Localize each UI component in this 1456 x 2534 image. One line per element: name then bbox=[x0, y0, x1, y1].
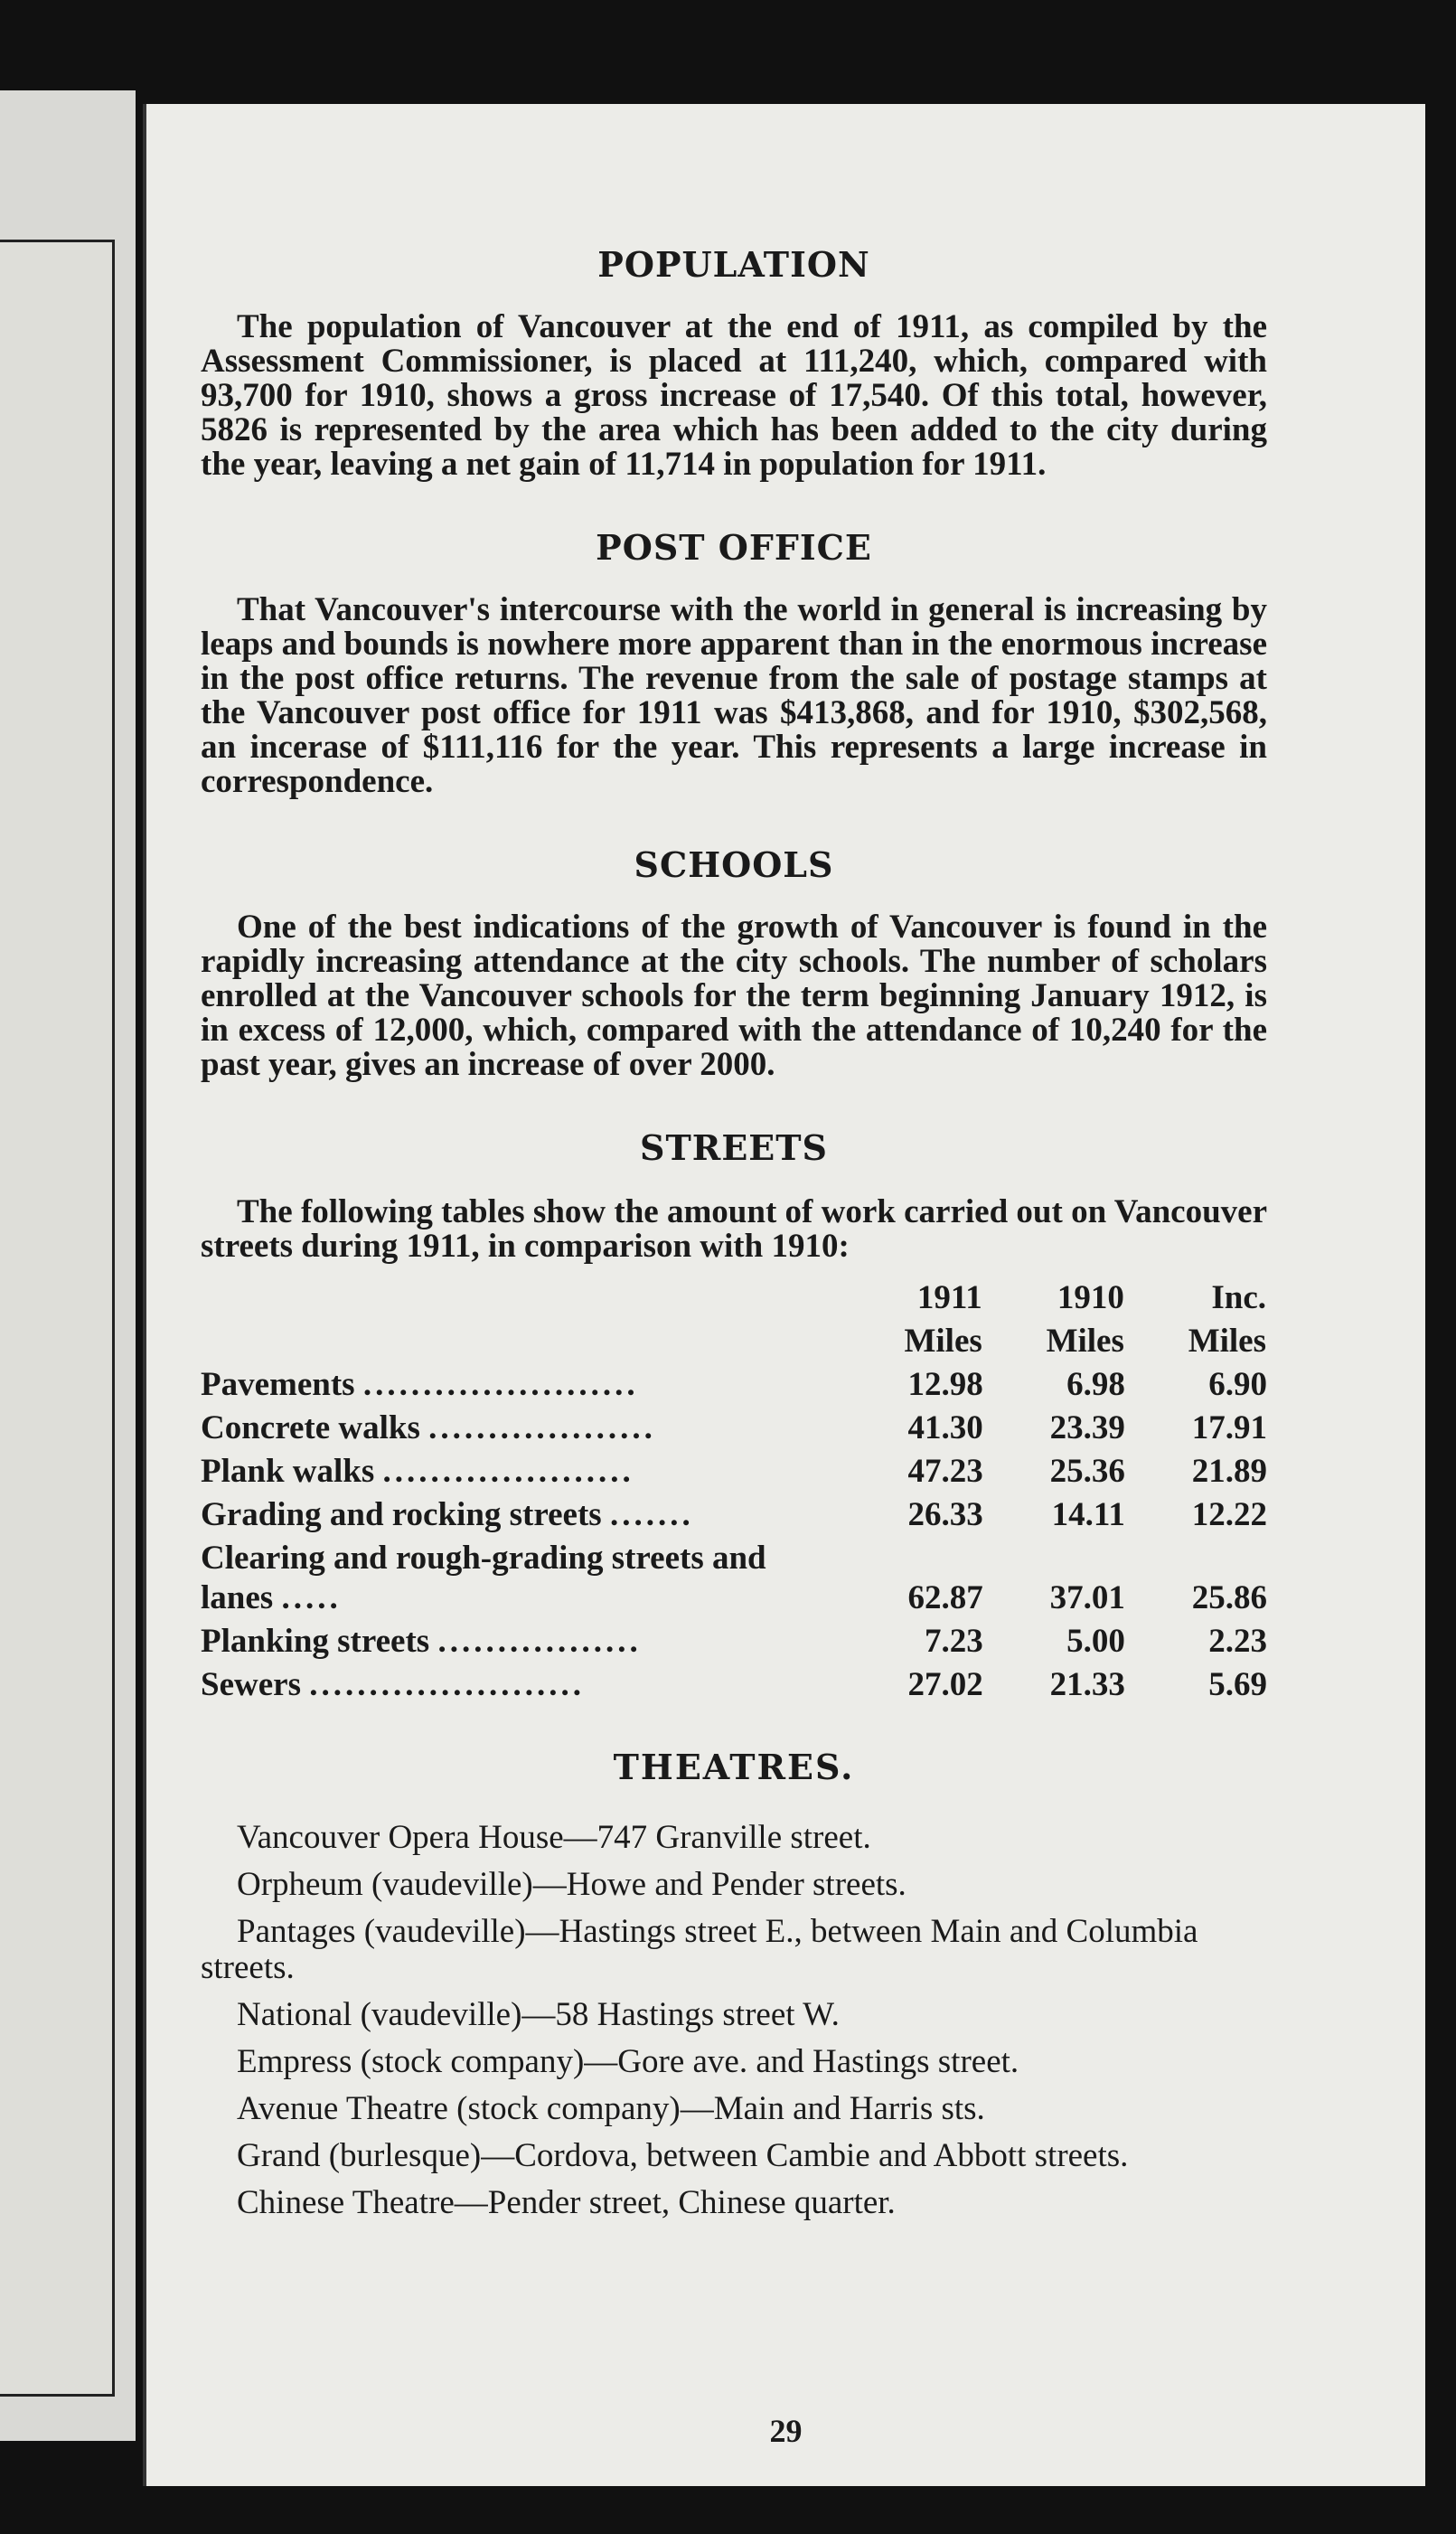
row-label: Pavements ....................... bbox=[201, 1366, 639, 1403]
row-label: Sewers ....................... bbox=[201, 1666, 585, 1703]
value-1910: 6.98 bbox=[1066, 1366, 1125, 1403]
streets-paragraph: The following tables show the amount of work carried out on Vancouver streets during 1911, in comparison with 1910: bbox=[201, 1193, 1267, 1265]
schools-heading: SCHOOLS bbox=[634, 844, 834, 885]
value-1910: 37.01 bbox=[1049, 1579, 1125, 1616]
page-content bbox=[201, 244, 1267, 2232]
table-row bbox=[201, 1663, 1267, 1707]
value-inc: 2.23 bbox=[1208, 1623, 1267, 1660]
row-label: Clearing and rough-grading streets and lanes ..... bbox=[201, 1540, 766, 1616]
value-1911: 47.23 bbox=[907, 1453, 983, 1490]
streets-table-corner bbox=[201, 1276, 841, 1320]
page-number: 29 bbox=[769, 2413, 803, 2449]
value-1911: 12.98 bbox=[907, 1366, 983, 1403]
list-item: Orpheum (vaudeville)—Howe and Pender streets. bbox=[237, 1866, 906, 1903]
col-unit-1911: Miles bbox=[904, 1323, 982, 1360]
population-paragraph: The population of Vancouver at the end of 1911, as compiled by the Assessment Commissioner, is placed at 111,240, which, compared with 93,700 for 1910, shows a gross increase of 17,540. Of this total, however, 5826 is represented by the area which has been added to the city during the year, leaving a net gain of 11,714 in population for 1911. bbox=[201, 308, 1267, 483]
table-row bbox=[201, 1450, 1267, 1493]
list-item: Avenue Theatre (stock company)—Main and Harris sts. bbox=[237, 2090, 985, 2127]
population-heading: POPULATION bbox=[597, 244, 870, 285]
value-inc: 6.90 bbox=[1208, 1366, 1267, 1403]
value-1911: 7.23 bbox=[925, 1623, 983, 1660]
value-1911: 62.87 bbox=[907, 1579, 983, 1616]
col-header-1911: 1911 bbox=[916, 1279, 982, 1316]
value-inc: 21.89 bbox=[1191, 1453, 1267, 1490]
value-1910: 25.36 bbox=[1049, 1453, 1125, 1490]
list-item: Pantages (vaudeville)—Hastings street E., between Main and Columbia streets. bbox=[201, 1913, 1198, 1986]
post-office-paragraph: That Vancouver's intercourse with the world in general is increasing by leaps and bounds is nowhere more apparent than in the enormous increase in the post office returns. The revenue from the sale of postage stamps at the Vancouver post office for 1911 was $413,868, and for 1910, $302,568, an incerase of $111,116 for the year. This represents a large increase in correspondence. bbox=[201, 591, 1267, 800]
value-1910: 5.00 bbox=[1066, 1623, 1125, 1660]
facing-page-frame bbox=[0, 240, 115, 2397]
col-header-inc: Inc. bbox=[1211, 1279, 1266, 1316]
table-row bbox=[201, 1407, 1267, 1450]
value-inc: 25.86 bbox=[1191, 1579, 1267, 1616]
value-1911: 26.33 bbox=[907, 1496, 983, 1533]
value-1910: 23.39 bbox=[1049, 1409, 1125, 1446]
col-header-1910: 1910 bbox=[1057, 1279, 1124, 1316]
post-office-heading: POST OFFICE bbox=[596, 527, 872, 568]
col-unit-inc: Miles bbox=[1188, 1323, 1266, 1360]
table-row bbox=[201, 1537, 1267, 1620]
theatres-heading: THEATRES. bbox=[613, 1747, 855, 1787]
value-1911: 41.30 bbox=[907, 1409, 983, 1446]
streets-table-corner-2 bbox=[201, 1320, 841, 1363]
table-row bbox=[201, 1493, 1267, 1537]
row-label: Grading and rocking streets ....... bbox=[201, 1496, 694, 1533]
list-item: Grand (burlesque)—Cordova, between Cambie and Abbott streets. bbox=[237, 2137, 1129, 2174]
table-row bbox=[201, 1620, 1267, 1663]
value-inc: 17.91 bbox=[1191, 1409, 1267, 1446]
value-1911: 27.02 bbox=[907, 1666, 983, 1703]
list-item: Empress (stock company)—Gore ave. and Hastings street. bbox=[237, 2043, 1019, 2080]
list-item: Chinese Theatre—Pender street, Chinese quarter. bbox=[237, 2184, 896, 2221]
list-item: Vancouver Opera House—747 Granville street. bbox=[237, 1819, 871, 1856]
streets-heading: STREETS bbox=[640, 1127, 828, 1168]
list-item: National (vaudeville)—58 Hastings street W. bbox=[237, 1996, 840, 2033]
theatres-list bbox=[201, 1820, 1267, 2221]
schools-paragraph: One of the best indications of the growth of Vancouver is found in the rapidly increasing attendance at the city schools. The number of scholars enrolled at the Vancouver schools for the term beginning January 1912, is in excess of 12,000, which, compared with the attendance of 10,240 for the past year, gives an increase of over 2000. bbox=[201, 909, 1267, 1083]
value-1910: 21.33 bbox=[1049, 1666, 1125, 1703]
streets-table-year-row bbox=[201, 1276, 1267, 1320]
row-label: Plank walks ..................... bbox=[201, 1453, 634, 1490]
col-unit-1910: Miles bbox=[1046, 1323, 1124, 1360]
book-page bbox=[143, 104, 1425, 2486]
row-label: Planking streets ................. bbox=[201, 1623, 642, 1660]
streets-table bbox=[201, 1276, 1267, 1707]
value-1910: 14.11 bbox=[1051, 1496, 1125, 1533]
value-inc: 12.22 bbox=[1191, 1496, 1267, 1533]
streets-table-unit-row bbox=[201, 1320, 1267, 1363]
table-row bbox=[201, 1363, 1267, 1407]
value-inc: 5.69 bbox=[1208, 1666, 1267, 1703]
row-label: Concrete walks ................... bbox=[201, 1409, 656, 1446]
